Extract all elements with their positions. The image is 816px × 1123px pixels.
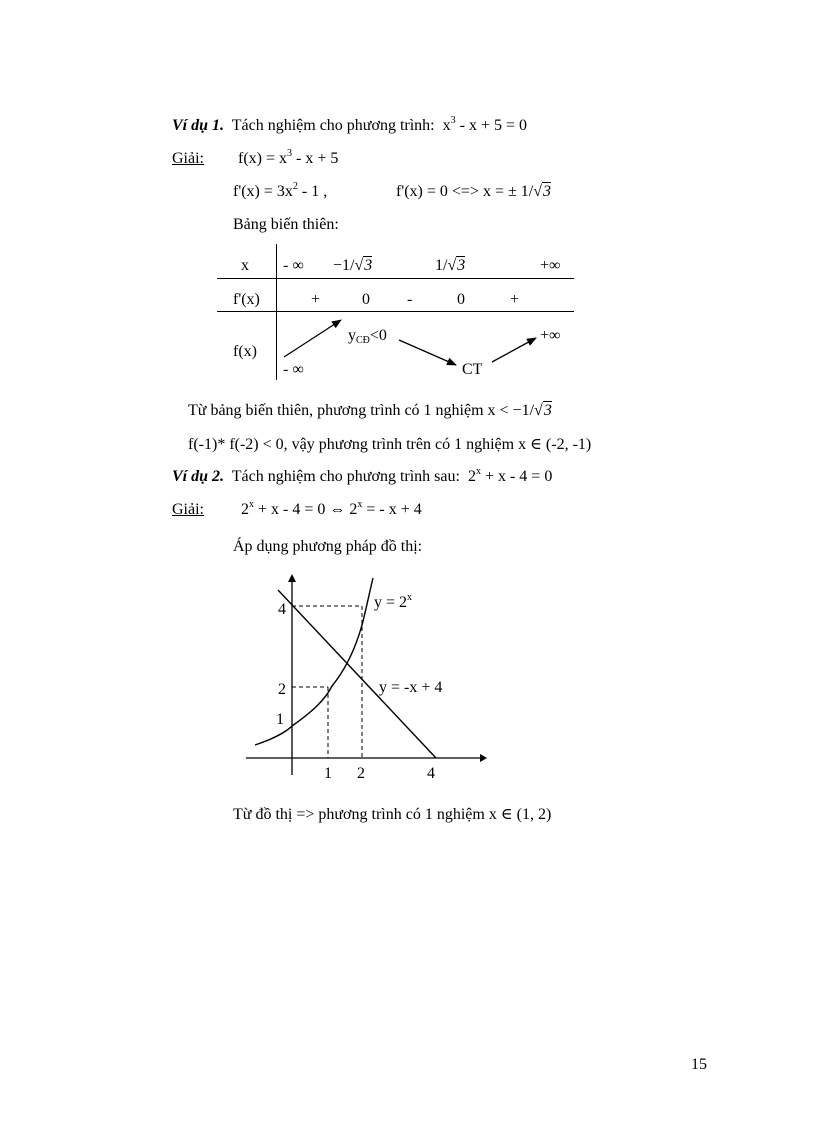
row-label-fprime: f'(x) [233,291,260,308]
sign-1: + [311,291,321,308]
curve-2-label: y = -x + 4 [379,679,443,696]
y-tick-2: 2 [278,681,286,698]
x-axis-arrow-icon [480,754,487,762]
x-neg-infinity: - ∞ [283,257,304,274]
variation-table-title: Bảng biến thiên: [233,216,339,233]
conclusion-2: Từ đồ thị => phương trình có 1 nghiệm x ∈ (1, 2) [233,806,552,823]
function-definition: $f(x) = x^3 - x + 5$ [238,148,339,167]
row-label-x: x [241,257,249,274]
example-2-title: Ví dụ 2. [172,468,225,485]
example-1-text: Tách nghiệm cho phương trình: [231,117,435,134]
x-tick-1: 1 [324,765,332,782]
y-tick-4: 4 [278,601,286,618]
derivative-line: $f'(x) = 3x^2 - 1$ , [233,181,328,200]
example-1-title: Ví dụ 1. [172,117,225,134]
y-tick-1: 1 [276,711,284,728]
x-tick-2: 2 [357,765,365,782]
sign-3: + [510,291,520,308]
critical-points: f'(x) = 0 <=> x = ± 1/√3 [396,183,551,200]
conclusion-1-line-2: f(-1)* f(-2) < 0, vậy phương trình trên có 1 nghiệm x ∈ (-2, -1) [188,436,592,453]
zero-2: 0 [457,291,465,308]
f-maximum: $y_{CĐ}<0$ [348,327,387,346]
solution-2-label: Giải: [172,501,204,518]
example-2-equation: $2^x + x - 4 = 0$ [467,466,553,485]
x-critical-1: −1/√3 [333,257,373,274]
f-pos-infinity: +∞ [540,327,561,344]
line-neg-x-plus-4 [278,590,436,758]
conclusion-1-line-1: Từ bảng biến thiên, phương trình có 1 nghiệm x < −1/√3 [188,402,552,419]
f-neg-infinity: - ∞ [283,361,304,378]
x-critical-2: 1/√3 [435,257,466,274]
example-2-text: Tách nghiệm cho phương trình sau: [231,468,460,485]
solution-1-label: Giải: [172,150,204,167]
solution-2-equation: $2^x + x - 4 = 0$ ⇔ $2^x$ = - x + 4 [241,499,422,518]
x-tick-4: 4 [427,765,435,782]
f-minimum: CT [462,361,483,378]
example-1-equation: $x^3 - x + 5 = 0$ [442,115,527,134]
x-pos-infinity: +∞ [540,257,561,274]
zero-1: 0 [362,291,370,308]
sign-2: - [407,291,413,308]
y-axis-arrow-icon [288,574,296,582]
graph-method-text: Áp dụng phương pháp đồ thị: [233,538,423,555]
curve-2-pow-x [255,578,373,745]
curve-1-label: $y = 2^x$ [374,592,413,611]
row-label-f: f(x) [233,343,257,360]
page-number: 15 [691,1056,707,1073]
